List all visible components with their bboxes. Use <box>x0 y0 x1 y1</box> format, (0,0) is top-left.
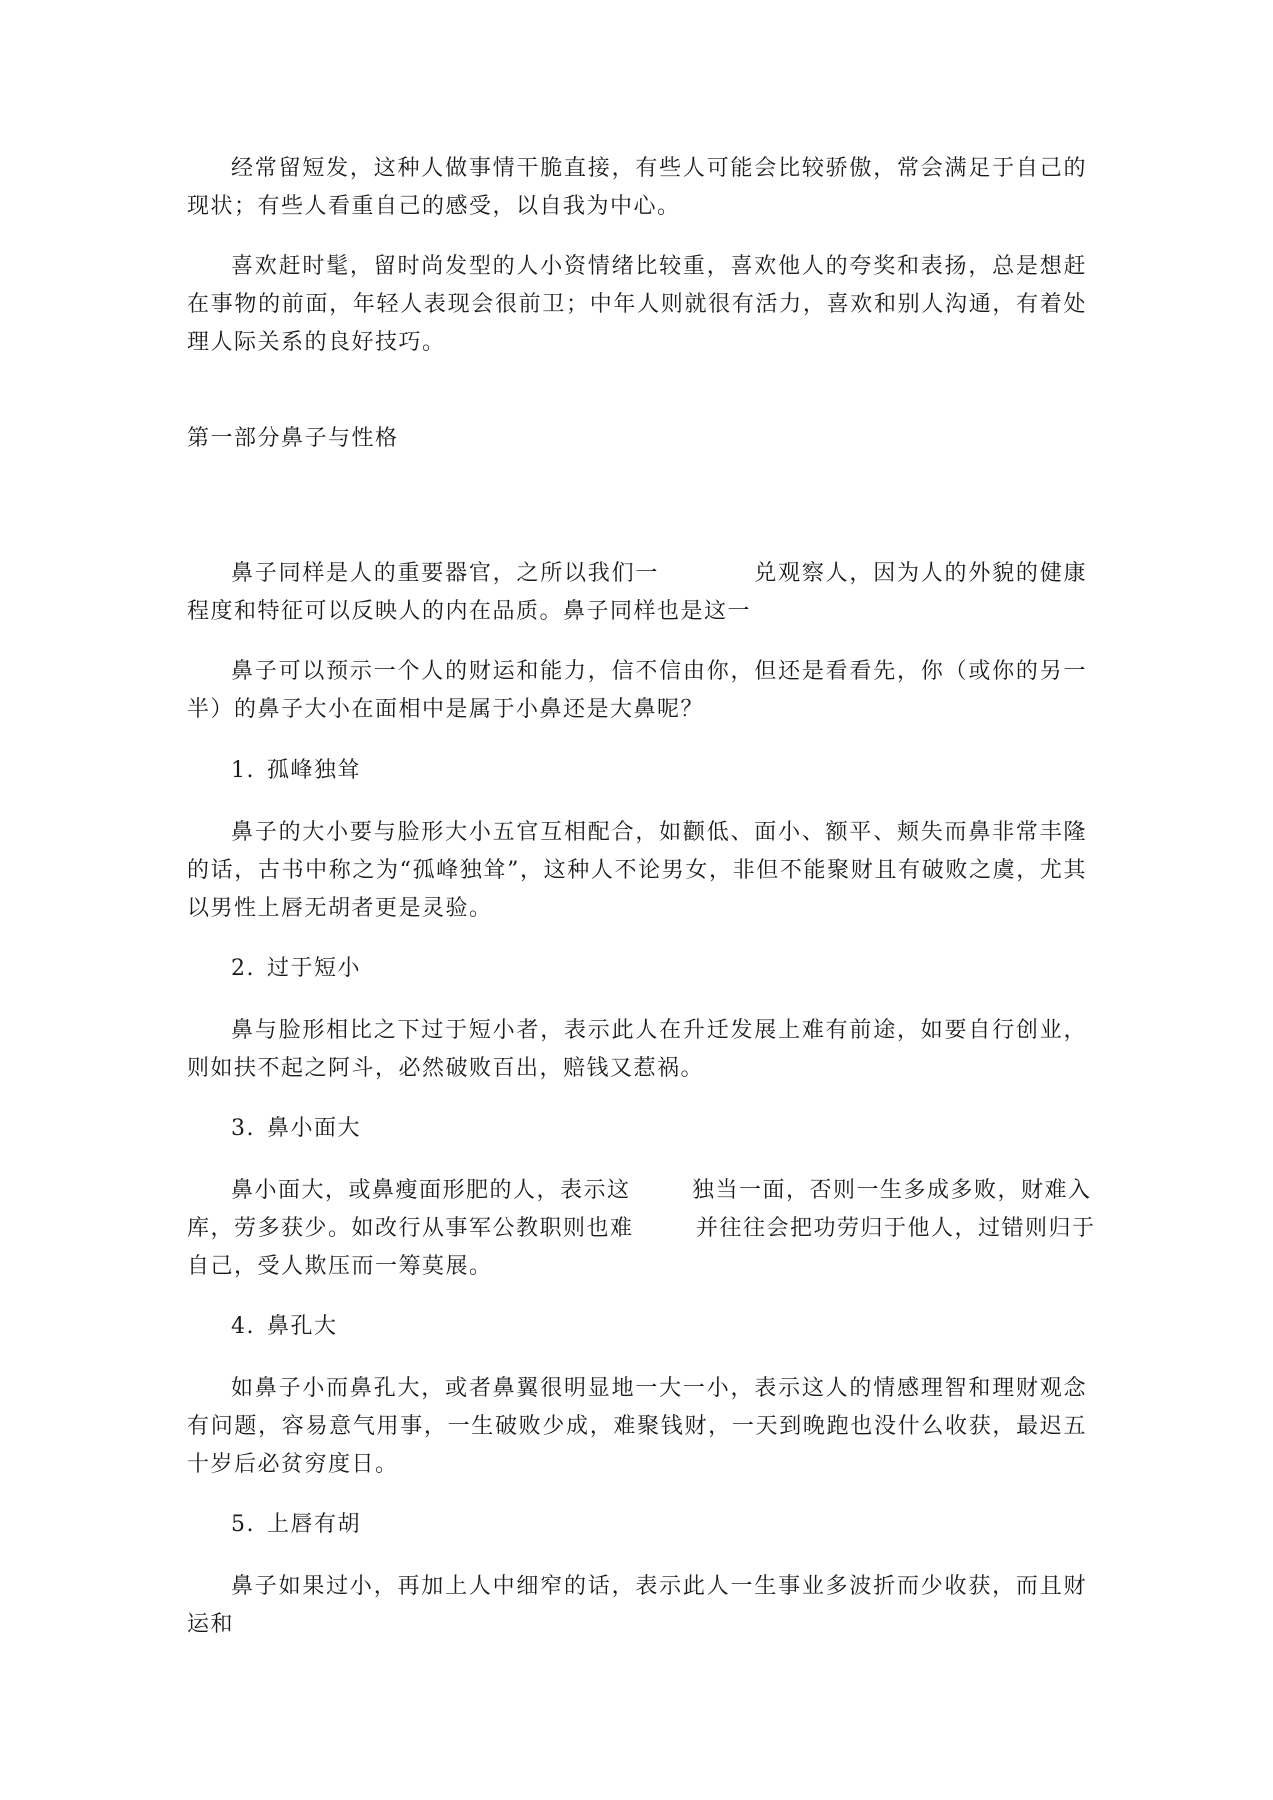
list-item-heading-2 <box>231 950 361 988</box>
paragraph-small-nose-line-3: 自己，受人欺压而一筹莫展。 <box>187 1254 493 1279</box>
paragraph-short-hair: 经常留短发，这种人做事情干脆直接，有些人可能会比较骄傲，常会满足于自己的现状；有些人看重自己的感受，以自我为中心。 <box>187 156 1087 219</box>
section-title: 第一部分鼻子与性格 <box>187 426 399 451</box>
list-item-number: 4. <box>231 1314 255 1339</box>
paragraph-small-nose-line-2b: 并往往会把功劳归于他人，过错则归于 <box>696 1216 1096 1241</box>
paragraph-nose-fortune: 鼻子可以预示一个人的财运和能力，信不信由你，但还是看看先，你（或你的另一半）的鼻子大小在面相中是属于小鼻还是大鼻呢？ <box>187 659 1087 722</box>
paragraph-trendy-hair: 喜欢赶时髦，留时尚发型的人小资情绪比较重，喜欢他人的夸奖和表扬，总是想赶在事物的前面，年轻人表现会很前卫；中年人则就很有活力，喜欢和别人沟通，有着处理人际关系的良好技巧。 <box>187 254 1087 355</box>
paragraph-small-nose-line-2a: 库，劳多获少。如改行从事军公教职则也难 <box>187 1216 634 1241</box>
list-item-number: 5. <box>231 1512 255 1537</box>
list-item-number: 2. <box>231 956 255 981</box>
list-item-heading-4 <box>231 1308 338 1346</box>
list-item-number: 3. <box>231 1116 255 1141</box>
paragraph-nose-intro: 鼻子同样是人的重要器官，之所以我们一 兑观察人，因为人的外貌的健康程度和特征可以反映人的内在品质。鼻子同样也是这一 <box>187 561 1087 624</box>
paragraph-isolated-peak: 鼻子的大小要与脸形大小五官互相配合，如颧低、面小、额平、颊失而鼻非常丰隆的话，古书中称之为“孤峰独耸”，这种人不论男女，非但不能聚财且有破败之虞，尤其以男性上唇无胡者更是灵验。 <box>187 820 1087 921</box>
paragraph-too-short: 鼻与脸形相比之下过于短小者，表示此人在升迁发展上难有前途，如要自行创业，则如扶不起之阿斗，必然破败百出，赔钱又惹祸。 <box>187 1018 1087 1081</box>
list-item-heading-3 <box>231 1110 361 1148</box>
list-item-title: 孤峰独耸 <box>267 758 362 783</box>
list-item-title: 过于短小 <box>267 956 362 981</box>
paragraph-small-nose-line-1b: 独当一面，否则一生多成多败，财难入 <box>692 1178 1092 1203</box>
list-item-number: 1. <box>231 758 255 783</box>
list-item-title: 鼻小面大 <box>267 1116 362 1141</box>
list-item-heading-1 <box>231 752 361 790</box>
paragraph-small-nose-line-1a: 鼻小面大，或鼻瘦面形肥的人，表示这 <box>231 1178 631 1203</box>
list-item-heading-5 <box>231 1506 361 1544</box>
paragraph-large-nostril: 如鼻子小而鼻孔大，或者鼻翼很明显地一大一小，表示这人的情感理智和理财观念有问题，容易意气用事，一生破败少成，难聚钱财，一天到晚跑也没什么收获，最迟五十岁后必贫穷度日。 <box>187 1376 1087 1477</box>
list-item-title: 鼻孔大 <box>267 1314 338 1339</box>
list-item-title: 上唇有胡 <box>267 1512 362 1537</box>
paragraph-upper-lip-beard: 鼻子如果过小，再加上人中细窄的话，表示此人一生事业多波折而少收获，而且财运和 <box>187 1574 1087 1637</box>
